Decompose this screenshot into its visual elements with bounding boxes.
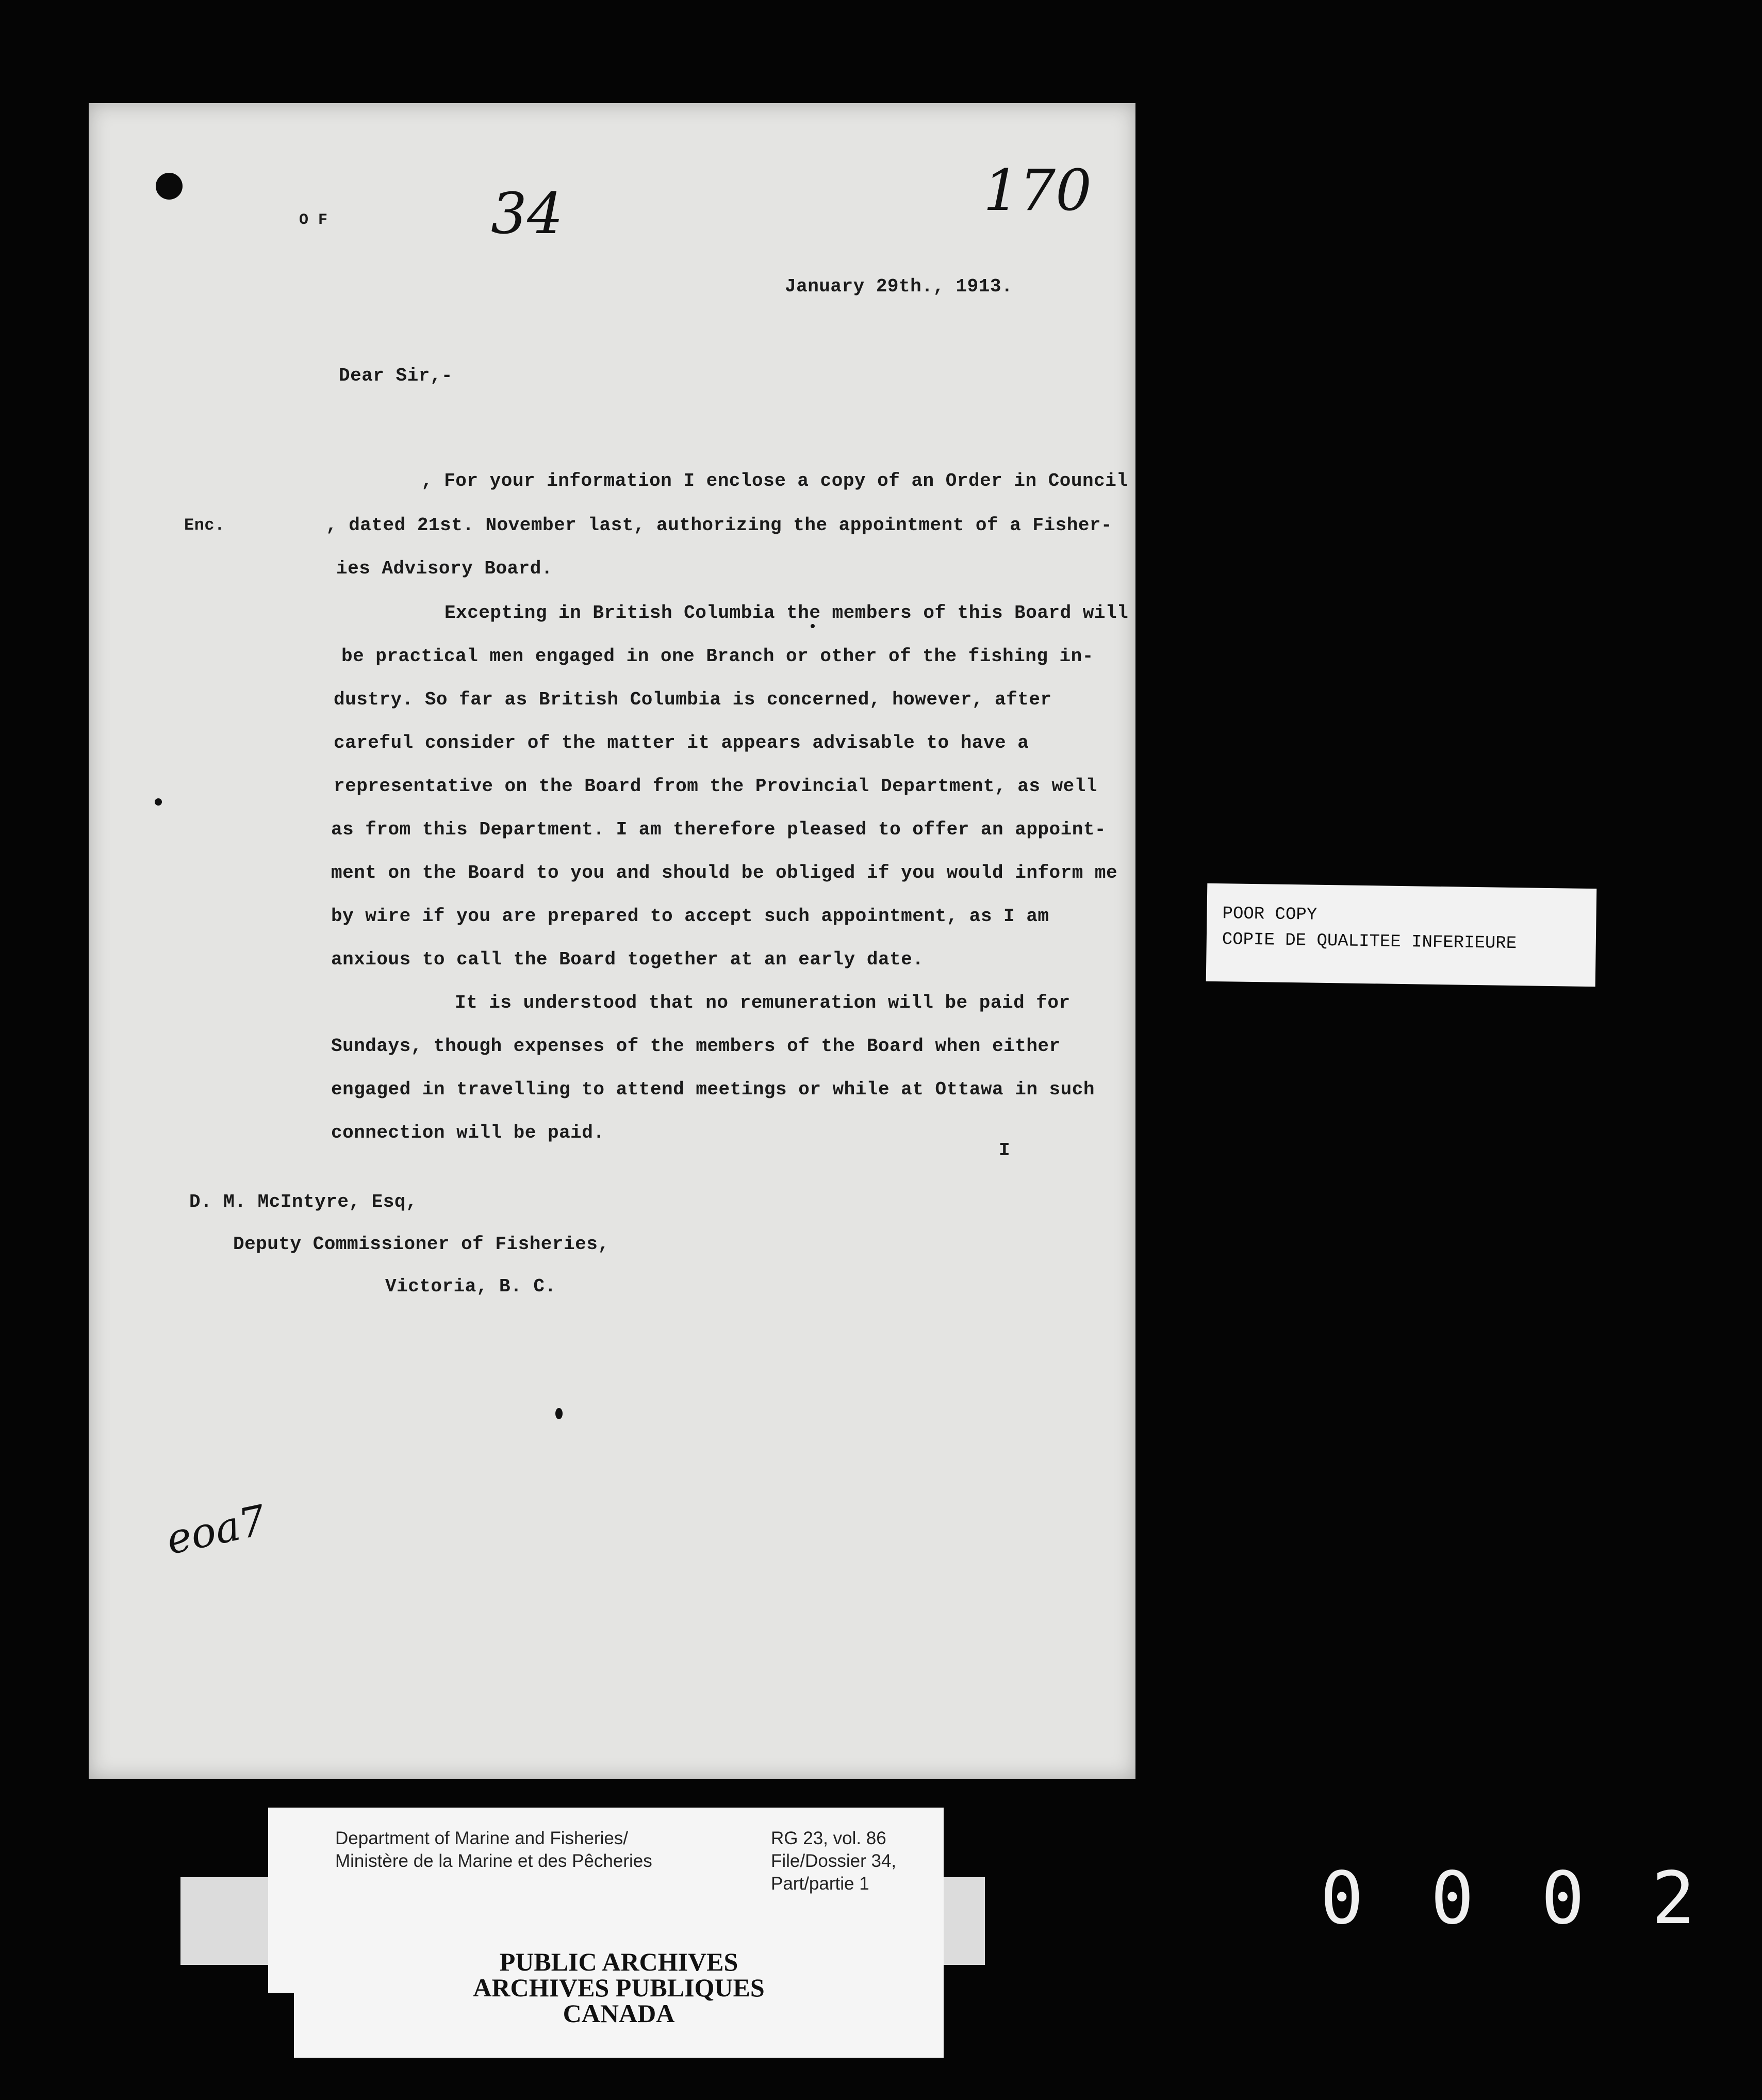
body-line: connection will be paid. [331, 1122, 605, 1143]
body-line: Sundays, though expenses of the members of the Board when either [331, 1036, 1061, 1057]
reference-code: O F [299, 211, 328, 229]
speck [811, 624, 815, 628]
department-en: Department of Marine and Fisheries/ [335, 1828, 629, 1848]
body-line: as from this Department. I am therefore pleased to offer an appoint- [331, 819, 1107, 840]
archives-country: CANADA [563, 1999, 675, 2028]
letter-sheet [89, 103, 1135, 1779]
salutation: Dear Sir,- [339, 365, 453, 386]
handwritten-file-number: 34 [491, 181, 563, 247]
handwritten-initials: eoa7 [162, 1496, 270, 1564]
body-line: by wire if you are prepared to accept such appointment, as I am [331, 906, 1049, 927]
poor-copy-label [1206, 883, 1597, 987]
record-group: RG 23, vol. 86 [771, 1828, 886, 1848]
body-line: dustry. So far as British Columbia is concerned, however, after [334, 689, 1052, 710]
speck [555, 1408, 563, 1419]
body-line: , dated 21st. November last, authorizing the appointment of a Fisher- [326, 515, 1113, 536]
margin-note-enclosure: Enc. [184, 516, 225, 535]
letter-date: January 29th., 1913. [785, 276, 1013, 297]
addressee-name: D. M. McIntyre, Esq, [189, 1191, 418, 1212]
punch-hole [156, 173, 183, 200]
body-line: careful consider of the matter it appears advisable to have a [334, 732, 1029, 753]
body-line: anxious to call the Board together at an early date. [331, 949, 924, 970]
body-line: Excepting in British Columbia the members of this Board will [444, 602, 1129, 624]
department-fr: Ministère de la Marine et des Pêcheries [335, 1851, 652, 1871]
handwritten-page-number: 170 [983, 157, 1092, 223]
poor-copy-text: POOR COPY [1222, 904, 1318, 925]
part-number: Part/partie 1 [771, 1874, 869, 1894]
addressee-title: Deputy Commissioner of Fisheries, [233, 1234, 610, 1255]
initial-mark: I [999, 1140, 1011, 1161]
poor-copy-text-fr: COPIE DE QUALITEE INFERIEURE [1222, 930, 1517, 954]
frame-number: 0002 [1320, 1857, 1762, 1941]
body-line: be practical men engaged in one Branch or other of the fishing in- [341, 646, 1094, 667]
archive-stamp [294, 1939, 944, 2058]
archives-fr: ARCHIVES PUBLIQUES [473, 1973, 765, 2002]
body-line: ment on the Board to you and should be obliged if you would inform me [331, 862, 1118, 883]
archives-en: PUBLIC ARCHIVES [499, 1947, 738, 1976]
body-line: ies Advisory Board. [336, 558, 553, 579]
body-line: representative on the Board from the Provincial Department, as well [334, 776, 1097, 797]
file-number: File/Dossier 34, [771, 1851, 897, 1871]
body-line: , For your information I enclose a copy of an Order in Council [421, 470, 1128, 491]
addressee-place: Victoria, B. C. [385, 1276, 556, 1297]
speck [155, 798, 162, 806]
body-line: engaged in travelling to attend meetings or while at Ottawa in such [331, 1079, 1095, 1100]
body-line: It is understood that no remuneration will be paid for [455, 992, 1071, 1013]
